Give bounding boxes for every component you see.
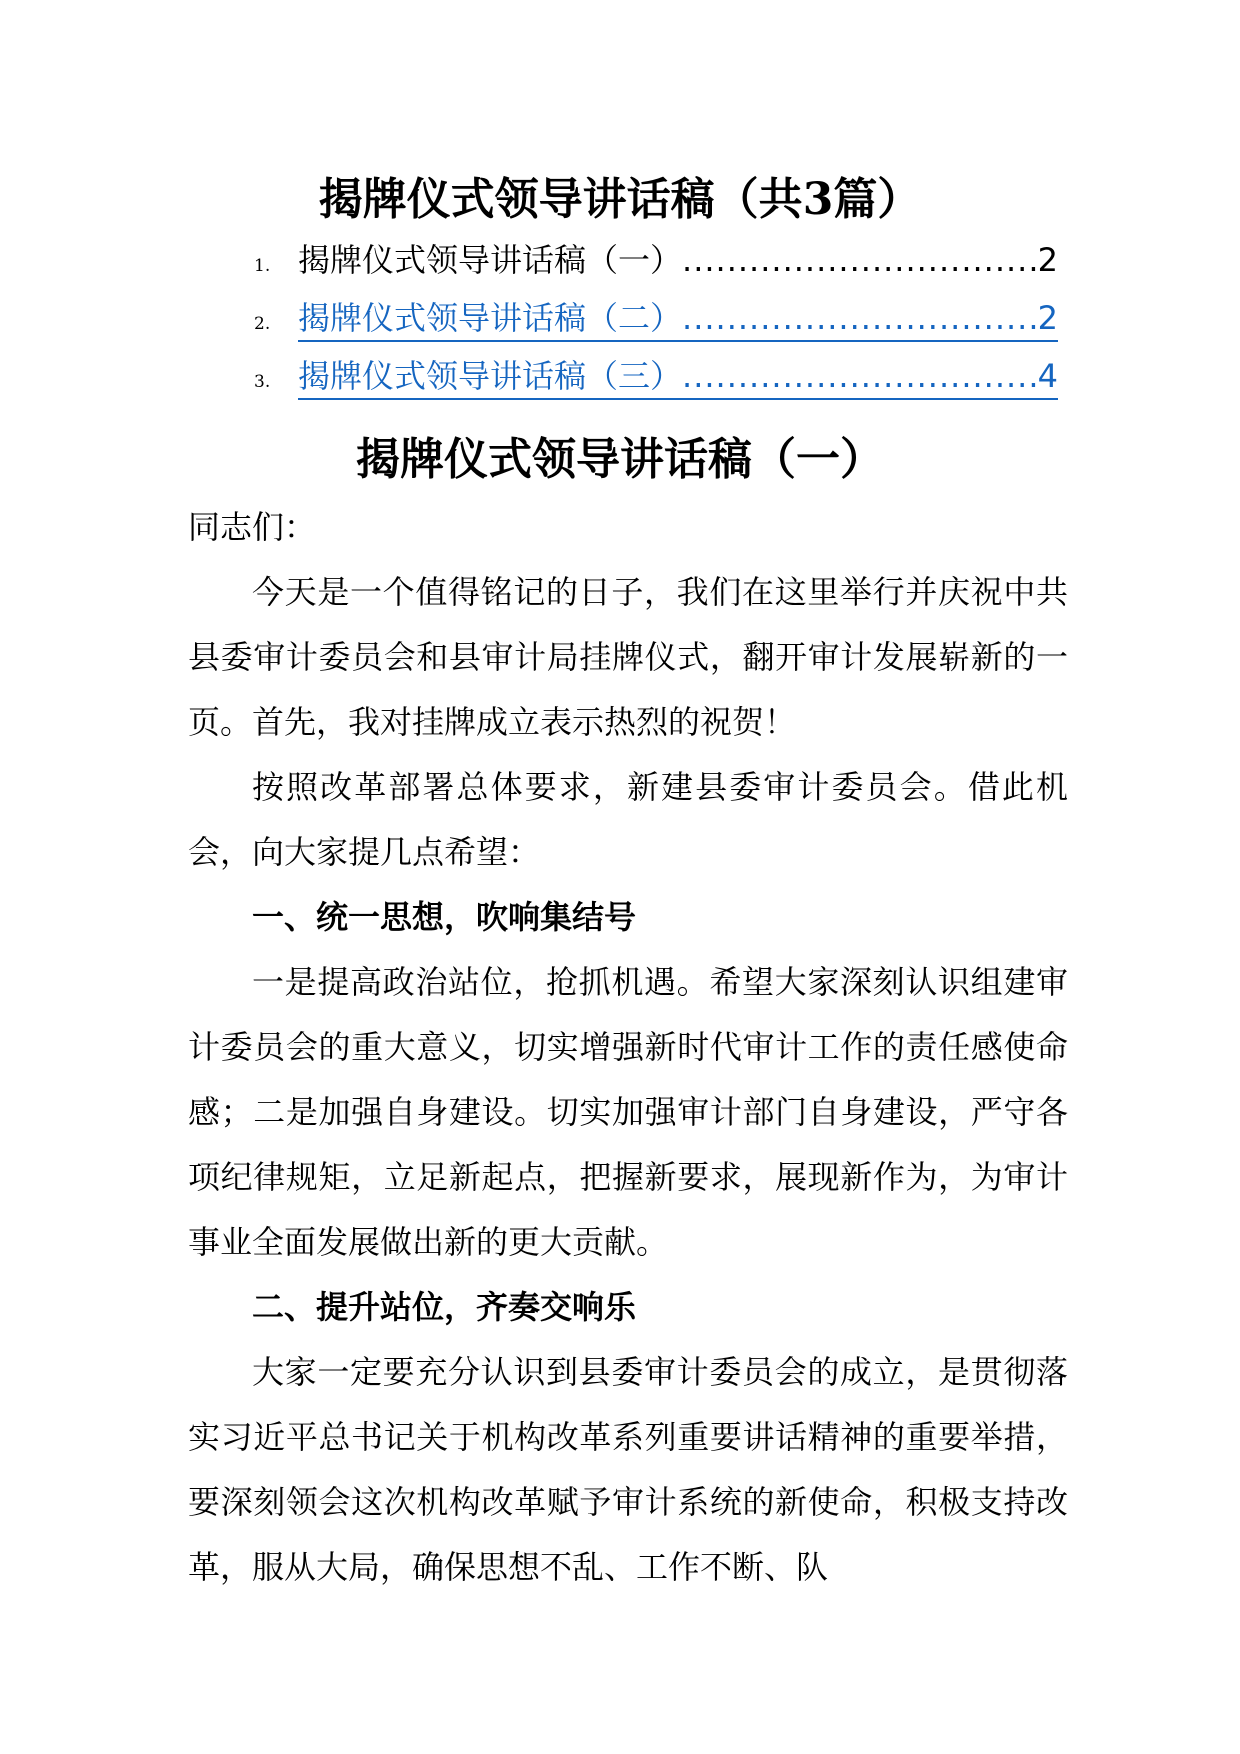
section-heading: 二、提升站位，齐奏交响乐 [252,1288,637,1326]
section-title: 揭牌仪式领导讲话稿（一） [356,434,884,485]
toc-link-1[interactable] [298,238,1058,282]
toc-link-3[interactable] [298,354,1058,400]
toc-item-label: 揭牌仪式领导讲话稿（三） [298,357,683,395]
toc-item-1 [0,238,1240,286]
toc-item-number: 1. [254,256,271,276]
toc-item-3 [0,354,1240,402]
toc-dot-leader [682,296,1038,340]
toc-item-page: 2 [1037,241,1058,279]
toc-item-2 [0,296,1240,344]
toc-dot-leader [682,238,1038,282]
toc-dot-leader [682,354,1038,398]
salutation: 同志们： [188,508,317,546]
toc-item-page: 4 [1037,357,1058,395]
toc-item-page: 2 [1037,299,1058,337]
toc-item-number: 3. [254,372,271,392]
paragraph: 今天是一个值得铭记的日子，我们在这里举行并庆祝中共县委审计委员会和县审计局挂牌仪式，翻开审计发展崭新的一页。首先，我对挂牌成立表示热烈的祝贺！ [188,573,1068,741]
document-title-count: 3 [802,174,834,225]
toc-link-2[interactable] [298,296,1058,342]
toc-item-label: 揭牌仪式领导讲话稿（一） [298,241,683,279]
paragraph: 一是提高政治站位，抢抓机遇。希望大家深刻认识组建审计委员会的重大意义，切实增强新时代审计工作的责任感使命感；二是加强自身建设。切实加强审计部门自身建设，严守各项纪律规矩，立足新起点，把握新要求，展现新作为，为审计事业全面发展做出新的更大贡献。 [188,963,1068,1261]
paragraph: 大家一定要充分认识到县委审计委员会的成立，是贯彻落实习近平总书记关于机构改革系列重要讲话精神的重要举措，要深刻领会这次机构改革赋予审计系统的新使命，积极支持改革，服从大局，确保思想不乱、工作不断、队 [188,1353,1068,1586]
section-heading: 一、统一思想，吹响集结号 [252,898,637,936]
speech-body [188,495,1068,1600]
paragraph: 按照改革部署总体要求，新建县委审计委员会。借此机会，向大家提几点希望： [188,768,1068,871]
document-title-text: 揭牌仪式领导讲话稿（共 [318,174,803,225]
document-title-suffix: 篇） [833,174,922,225]
toc-item-number: 2. [254,314,271,334]
toc-item-label: 揭牌仪式领导讲话稿（二） [298,299,683,337]
document-title [0,170,1240,230]
